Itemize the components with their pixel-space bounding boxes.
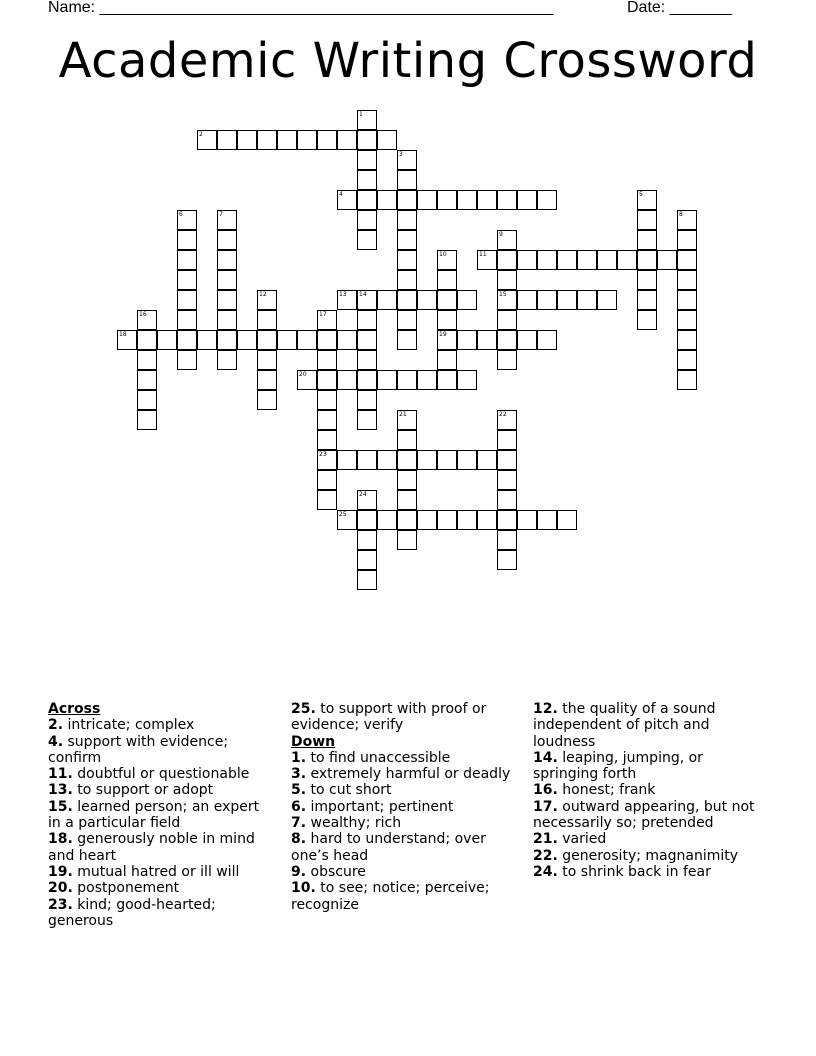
clue-across: 4. support with evidence; confirm <box>48 733 229 766</box>
grid-cell[interactable] <box>317 470 337 490</box>
down-heading: Down <box>291 733 336 750</box>
grid-cell[interactable] <box>137 330 157 350</box>
clue-number-label: 18 <box>119 331 127 338</box>
grid-cell[interactable] <box>677 330 697 350</box>
grid-cell[interactable] <box>397 290 417 310</box>
grid-cell[interactable] <box>377 370 397 390</box>
clue-down: 16. honest; frank <box>533 782 656 799</box>
grid-cell[interactable] <box>437 310 457 330</box>
grid-cell[interactable] <box>397 430 417 450</box>
clue-number-label: 7 <box>219 211 223 218</box>
grid-cell[interactable] <box>357 190 377 210</box>
grid-cell[interactable] <box>357 510 377 530</box>
grid-cell[interactable] <box>177 330 197 350</box>
grid-cell[interactable] <box>357 210 377 230</box>
grid-cell[interactable] <box>517 330 537 350</box>
clue-across: 13. to support or adopt <box>48 782 214 799</box>
grid-cell[interactable] <box>217 330 237 350</box>
grid-cell[interactable] <box>377 130 397 150</box>
grid-cell[interactable] <box>537 290 557 310</box>
grid-cell[interactable] <box>677 310 697 330</box>
grid-cell[interactable] <box>257 350 277 370</box>
grid-cell[interactable] <box>537 330 557 350</box>
grid-cell[interactable] <box>377 290 397 310</box>
grid-cell[interactable] <box>497 350 517 370</box>
grid-cell[interactable] <box>397 190 417 210</box>
grid-cell[interactable] <box>517 250 537 270</box>
grid-cell[interactable] <box>357 390 377 410</box>
clue-across: 20. postponement <box>48 880 180 897</box>
clue-number-label: 1 <box>359 111 363 118</box>
grid-cell[interactable] <box>417 510 437 530</box>
grid-cell[interactable] <box>457 290 477 310</box>
grid-cell[interactable] <box>497 470 517 490</box>
grid-cell[interactable] <box>497 270 517 290</box>
grid-cell[interactable] <box>197 330 217 350</box>
clue-number-label: 14 <box>359 291 367 298</box>
grid-cell[interactable] <box>217 310 237 330</box>
grid-cell[interactable] <box>497 250 517 270</box>
grid-cell[interactable] <box>577 290 597 310</box>
grid-cell[interactable] <box>217 270 237 290</box>
clue-down: 3. extremely harmful or deadly <box>291 766 511 783</box>
clue-down: 22. generosity; magnanimity <box>533 847 739 864</box>
grid-cell[interactable] <box>337 450 357 470</box>
grid-cell[interactable] <box>477 450 497 470</box>
grid-cell[interactable] <box>497 490 517 510</box>
clue-across: 18. generously noble in mind and heart <box>48 831 255 864</box>
grid-cell[interactable] <box>397 210 417 230</box>
grid-cell[interactable] <box>357 350 377 370</box>
grid-cell[interactable] <box>277 130 297 150</box>
page-title: Academic Writing Crossword <box>58 33 758 89</box>
clue-down: 7. wealthy; rich <box>291 815 402 832</box>
clue-number-label: 6 <box>179 211 183 218</box>
grid-cell[interactable] <box>677 350 697 370</box>
clue-across: 15. learned person; an expert in a particular field <box>48 798 260 832</box>
grid-cell[interactable] <box>357 370 377 390</box>
grid-cell[interactable] <box>597 250 617 270</box>
clue-number-label: 9 <box>499 231 503 238</box>
grid-cell[interactable] <box>157 330 177 350</box>
clue-down: 14. leaping, jumping, or springing forth <box>533 749 703 783</box>
grid-cell[interactable] <box>397 270 417 290</box>
grid-cell[interactable] <box>497 430 517 450</box>
clue-down: 24. to shrink back in fear <box>533 863 711 880</box>
clue-number-label: 25 <box>339 511 347 518</box>
grid-cell[interactable] <box>357 570 377 590</box>
clue-number-label: 15 <box>499 291 507 298</box>
grid-cell[interactable] <box>397 250 417 270</box>
clue-number-label: 5 <box>639 191 643 198</box>
grid-cell[interactable] <box>357 230 377 250</box>
grid-cell[interactable] <box>317 330 337 350</box>
clue-across: 19. mutual hatred or ill will <box>48 863 240 880</box>
grid-cell[interactable] <box>537 190 557 210</box>
clue-number-label: 21 <box>399 411 407 418</box>
grid-cell[interactable] <box>397 370 417 390</box>
clue-number-label: 16 <box>139 311 147 318</box>
grid-cell[interactable] <box>397 170 417 190</box>
grid-cell[interactable] <box>497 190 517 210</box>
grid-cell[interactable] <box>397 510 417 530</box>
grid-cell[interactable] <box>437 290 457 310</box>
grid-cell[interactable] <box>397 490 417 510</box>
grid-cell[interactable] <box>497 510 517 530</box>
grid-cell[interactable] <box>637 270 657 290</box>
clue-number-label: 2 <box>199 131 203 138</box>
grid-cell[interactable] <box>417 190 437 210</box>
grid-cell[interactable] <box>497 310 517 330</box>
grid-cell[interactable] <box>517 190 537 210</box>
grid-cell[interactable] <box>477 510 497 530</box>
grid-cell[interactable] <box>137 410 157 430</box>
grid-cell[interactable] <box>457 190 477 210</box>
clue-across: 25. to support with proof or evidence; verify <box>291 701 487 734</box>
grid-cell[interactable] <box>397 470 417 490</box>
grid-cell[interactable] <box>677 370 697 390</box>
grid-cell[interactable] <box>457 450 477 470</box>
grid-cell[interactable] <box>537 250 557 270</box>
grid-cell[interactable] <box>677 250 697 270</box>
grid-cell[interactable] <box>177 270 197 290</box>
grid-cell[interactable] <box>477 190 497 210</box>
grid-cell[interactable] <box>437 350 457 370</box>
grid-cell[interactable] <box>397 530 417 550</box>
grid-cell[interactable] <box>377 190 397 210</box>
grid-cell[interactable] <box>177 310 197 330</box>
grid-cell[interactable] <box>357 170 377 190</box>
grid-cell[interactable] <box>177 290 197 310</box>
grid-cell[interactable] <box>677 290 697 310</box>
grid-cell[interactable] <box>297 130 317 150</box>
clue-down: 9. obscure <box>291 863 366 880</box>
grid-cell[interactable] <box>357 310 377 330</box>
grid-cell[interactable] <box>377 450 397 470</box>
grid-cell[interactable] <box>497 450 517 470</box>
grid-cell[interactable] <box>237 130 257 150</box>
clue-number-label: 4 <box>339 191 343 198</box>
grid-cell[interactable] <box>577 250 597 270</box>
grid-cell[interactable] <box>137 370 157 390</box>
clue-column-1 <box>48 701 273 929</box>
grid-cell[interactable] <box>677 230 697 250</box>
grid-cell[interactable] <box>457 330 477 350</box>
grid-cell[interactable] <box>357 550 377 570</box>
grid-cell[interactable] <box>217 250 237 270</box>
clue-down: 21. varied <box>533 831 607 848</box>
clue-column-3 <box>533 701 763 880</box>
grid-cell[interactable] <box>317 370 337 390</box>
grid-cell[interactable] <box>597 290 617 310</box>
clue-down: 10. to see; notice; perceive; recognize <box>291 880 490 913</box>
clue-down: 6. important; pertinent <box>291 798 454 815</box>
clue-number-label: 20 <box>299 371 307 378</box>
clue-column-2 <box>291 701 516 913</box>
clue-number-label: 13 <box>339 291 347 298</box>
clue-number-label: 17 <box>319 311 327 318</box>
grid-cell[interactable] <box>357 150 377 170</box>
clue-down: 1. to find unaccessible <box>291 749 451 766</box>
grid-cell[interactable] <box>317 350 337 370</box>
grid-cell[interactable] <box>477 330 497 350</box>
clue-number-label: 11 <box>479 251 487 258</box>
grid-cell[interactable] <box>497 530 517 550</box>
grid-cell[interactable] <box>557 290 577 310</box>
grid-cell[interactable] <box>177 230 197 250</box>
grid-cell[interactable] <box>637 230 657 250</box>
grid-cell[interactable] <box>437 370 457 390</box>
grid-cell[interactable] <box>337 370 357 390</box>
clue-number-label: 10 <box>439 251 447 258</box>
across-heading: Across <box>48 701 101 717</box>
grid-cell[interactable] <box>297 330 317 350</box>
date-line: Date: _______ <box>627 0 732 16</box>
grid-cell[interactable] <box>317 490 337 510</box>
grid-cell[interactable] <box>357 410 377 430</box>
grid-cell[interactable] <box>317 430 337 450</box>
grid-cell[interactable] <box>457 370 477 390</box>
grid-cell[interactable] <box>557 250 577 270</box>
grid-cell[interactable] <box>397 230 417 250</box>
grid-cell[interactable] <box>617 250 637 270</box>
grid-cell[interactable] <box>357 530 377 550</box>
clue-number-label: 22 <box>499 411 507 418</box>
grid-cell[interactable] <box>257 310 277 330</box>
clue-number-label: 12 <box>259 291 267 298</box>
name-line: Name: ___________________________________________________ <box>48 0 554 16</box>
grid-cell[interactable] <box>177 350 197 370</box>
grid-cell[interactable] <box>637 310 657 330</box>
grid-cell[interactable] <box>217 350 237 370</box>
clue-across: 2. intricate; complex <box>48 717 195 734</box>
clue-down: 8. hard to understand; over one’s head <box>291 831 486 864</box>
grid-cell[interactable] <box>257 130 277 150</box>
grid-cell[interactable] <box>377 510 397 530</box>
grid-cell[interactable] <box>437 270 457 290</box>
grid-cell[interactable] <box>437 190 457 210</box>
grid-cell[interactable] <box>397 330 417 350</box>
grid-cell[interactable] <box>637 290 657 310</box>
grid-cell[interactable] <box>357 130 377 150</box>
grid-cell[interactable] <box>337 330 357 350</box>
grid-cell[interactable] <box>337 130 357 150</box>
grid-cell[interactable] <box>417 290 437 310</box>
clue-down: 17. outward appearing, but not necessarily so; pretended <box>533 798 755 832</box>
grid-cell[interactable] <box>137 390 157 410</box>
grid-cell[interactable] <box>437 450 457 470</box>
grid-cell[interactable] <box>557 510 577 530</box>
grid-cell[interactable] <box>457 510 477 530</box>
grid-cell[interactable] <box>657 250 677 270</box>
grid-cell[interactable] <box>417 370 437 390</box>
clue-across: 11. doubtful or questionable <box>48 766 250 783</box>
grid-cell[interactable] <box>417 450 437 470</box>
grid-cell[interactable] <box>357 330 377 350</box>
grid-cell[interactable] <box>517 290 537 310</box>
grid-cell[interactable] <box>497 330 517 350</box>
grid-cell[interactable] <box>257 390 277 410</box>
grid-cell[interactable] <box>237 330 257 350</box>
clue-number-label: 19 <box>439 331 447 338</box>
grid-cell[interactable] <box>277 330 297 350</box>
grid-cell[interactable] <box>357 450 377 470</box>
grid-cell[interactable] <box>217 290 237 310</box>
grid-cell[interactable] <box>497 550 517 570</box>
grid-cell[interactable] <box>257 370 277 390</box>
clue-down: 12. the quality of a sound independent of pitch and loudness <box>533 701 716 750</box>
grid-cell[interactable] <box>437 510 457 530</box>
grid-cell[interactable] <box>257 330 277 350</box>
grid-cell[interactable] <box>637 210 657 230</box>
clue-number-label: 23 <box>319 451 327 458</box>
grid-cell[interactable] <box>217 130 237 150</box>
grid-cell[interactable] <box>517 510 537 530</box>
grid-cell[interactable] <box>317 410 337 430</box>
clue-number-label: 8 <box>679 211 683 218</box>
grid-cell[interactable] <box>537 510 557 530</box>
clue-down: 5. to cut short <box>291 782 392 799</box>
grid-cell[interactable] <box>317 390 337 410</box>
grid-cell[interactable] <box>317 130 337 150</box>
grid-cell[interactable] <box>677 270 697 290</box>
clue-across: 23. kind; good-hearted; generous <box>48 896 216 929</box>
clue-number-label: 3 <box>399 151 403 158</box>
grid-cell[interactable] <box>137 350 157 370</box>
grid-cell[interactable] <box>637 250 657 270</box>
grid-cell[interactable] <box>217 230 237 250</box>
grid-cell[interactable] <box>397 310 417 330</box>
grid-cell[interactable] <box>397 450 417 470</box>
clue-number-label: 24 <box>359 491 367 498</box>
grid-cell[interactable] <box>177 250 197 270</box>
